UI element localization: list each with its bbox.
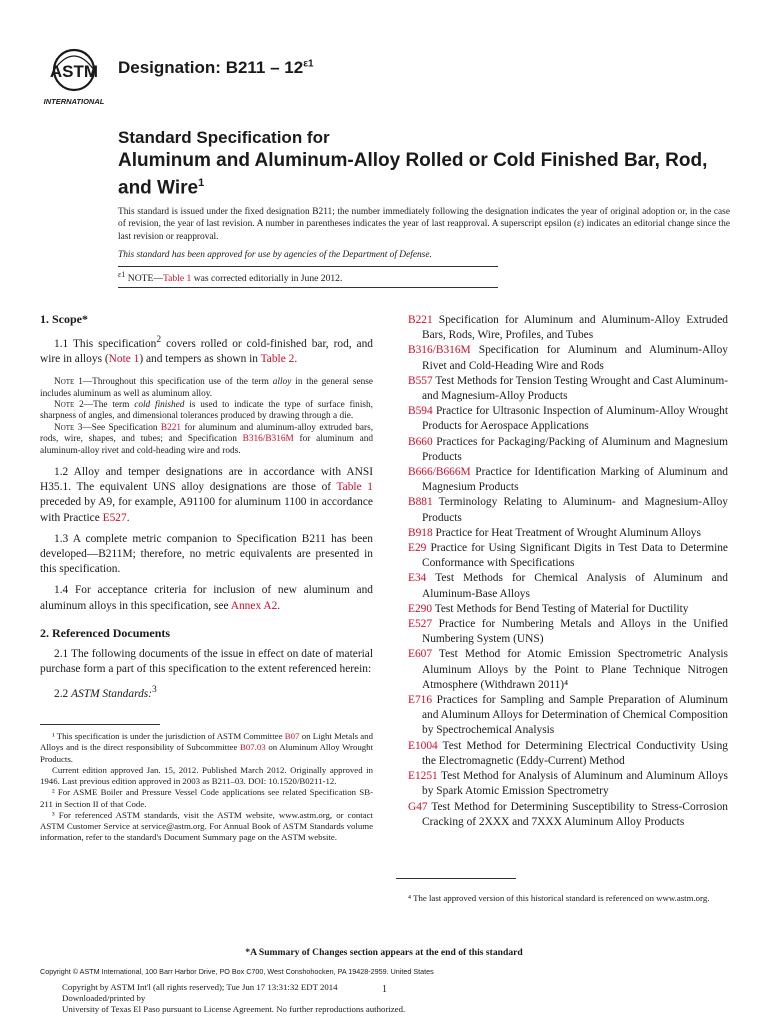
standard-code-link[interactable]: E290	[408, 602, 433, 615]
title-line1: Standard Specification for	[118, 128, 330, 147]
standard-code-link[interactable]: E607	[408, 648, 433, 661]
standard-code-link[interactable]: E1251	[408, 770, 438, 783]
note-2-text-b: is used to indicate the type of surface finish, sharpness of angles, and dimensional tolerances produced by drawing through a die.	[40, 400, 373, 422]
link-b221[interactable]: B221	[160, 422, 182, 433]
title-main-text: Aluminum and Aluminum-Alloy Rolled or Cold Finished Bar, Rod, and Wire	[118, 150, 708, 199]
right-column	[408, 313, 728, 830]
note-1-italic: alloy	[272, 377, 292, 388]
standard-title: Test Method for Analysis of Aluminum and Aluminum Alloys by Spark Atomic Emission Spectrometry	[422, 770, 728, 798]
footnote-4: ⁴ The last approved version of this historical standard is referenced on www.astm.org.	[408, 892, 710, 903]
standard-code-link[interactable]: B557	[408, 374, 433, 387]
page-number: 1	[382, 984, 387, 995]
standard-ref-item	[408, 465, 728, 495]
note-3-label: Note 3	[54, 422, 83, 433]
standard-title: Test Methods for Chemical Analysis of Aluminum and Aluminum-Base Alloys	[422, 572, 728, 600]
standard-ref-item	[408, 617, 728, 647]
scope-1-1-text-a: 1.1 This specification	[54, 337, 157, 350]
standard-title: Terminology Relating to Aluminum- and Magnesium-Alloy Products	[422, 496, 728, 524]
standard-ref-item	[408, 571, 728, 601]
note-2-text-a: —The term	[83, 400, 130, 411]
standard-ref-item	[408, 769, 728, 799]
standard-code-link[interactable]: B594	[408, 405, 433, 418]
note-2-italic: cold finished	[134, 400, 185, 411]
standard-title: Practice for Heat Treatment of Wrought Aluminum Alloys	[435, 526, 701, 539]
link-b07-03[interactable]: B07.03	[240, 742, 266, 753]
standard-code-link[interactable]: G47	[408, 800, 428, 813]
standard-code-link[interactable]: B221	[408, 314, 433, 326]
title-block	[118, 128, 738, 199]
referenced-2-2-title: ASTM Standards:	[71, 688, 153, 701]
copyright-line: Copyright © ASTM International, 100 Barr Harbor Drive, PO Box C700, West Conshohocken, PA 19428-2959. United States	[40, 967, 434, 976]
footnote-1-edition: Current edition approved Jan. 15, 2012. Published March 2012. Originally approved in 1946. Last previous edition approved in 2003 as B211–03. DOI: 10.1520/B0211-12.	[40, 764, 373, 787]
standard-ref-item	[408, 647, 728, 693]
scope-1-1-text-c: ) and tempers as shown in	[139, 353, 258, 365]
edit-note-sup: ε1	[118, 270, 126, 279]
standard-code-link[interactable]: E1004	[408, 739, 438, 752]
section-referenced-heading: 2. Referenced Documents	[40, 625, 171, 640]
referenced-2-2	[40, 683, 373, 702]
standard-title: Specification for Aluminum and Aluminum-Alloy Extruded Bars, Rods, Wire, Profiles, and Tubes	[422, 314, 728, 342]
note-3	[40, 423, 373, 457]
link-table-2[interactable]: Table 2	[260, 353, 295, 365]
summary-of-changes-note: *A Summary of Changes section appears at the end of this standard	[245, 947, 523, 958]
standard-code-link[interactable]: B316/B316M	[408, 344, 471, 357]
scope-1-4-text-a: 1.4 For acceptance criteria for inclusion of new aluminum and aluminum alloys in this specification, see	[40, 584, 373, 612]
edit-note-link-table1[interactable]: Table 1	[162, 273, 192, 285]
note-2	[40, 400, 373, 423]
scope-1-4	[40, 583, 373, 613]
referenced-2-1: 2.1 The following documents of the issue in effect on date of material purchase form a part of this specification to the extent referenced herein:	[40, 647, 373, 676]
standard-title: Test Method for Determining Susceptibility to Stress-Corrosion Cracking of 2XXX and 7XXX Aluminum Alloy Products	[422, 800, 728, 828]
standard-title: Test Methods for Bend Testing of Material for Ductility	[434, 602, 689, 615]
astm-logo-icon	[40, 46, 112, 108]
standard-title: Practice for Identification Marking of Aluminum and Magnesium Products	[422, 466, 728, 494]
standard-ref-item	[408, 313, 728, 343]
designation	[118, 58, 314, 78]
standard-ref-item	[408, 541, 728, 571]
standard-code-link[interactable]: E34	[408, 572, 427, 585]
standard-title: Practice for Ultrasonic Inspection of Aluminum-Alloy Wrought Products for Aerospace Applications	[422, 405, 728, 433]
standard-code-link[interactable]: B660	[408, 435, 433, 448]
standard-ref-item	[408, 435, 728, 465]
note-3-text-c: for aluminum and aluminum-alloy rivet and cold-heading wire and rods.	[40, 434, 373, 456]
edit-note-prefix: NOTE—	[127, 273, 163, 285]
fn1-text-c: on Aluminum Alloy Wrought Products.	[40, 742, 374, 764]
standard-ref-item	[408, 693, 728, 739]
scope-1-2-text-b: preceded by A9, for example, A91100 for aluminum 1100 in accordance with Practice	[40, 496, 373, 524]
note-2-label: Note 2	[54, 400, 84, 411]
scope-1-1-text-d: .	[294, 353, 298, 365]
standard-code-link[interactable]: E527	[408, 618, 433, 631]
note-1-label: Note 1	[54, 377, 83, 388]
fn1-text-b: on Light Metals and Alloys and is the direct responsibility of Subcommittee	[40, 731, 373, 753]
note-3-text-b: for aluminum and aluminum-alloy extruded bars, rods, wire, shapes, and tubes; and Specification	[40, 422, 374, 445]
section-scope-heading: 1. Scope*	[40, 312, 88, 326]
standard-code-link[interactable]: B881	[408, 496, 433, 509]
dod-approval: This standard has been approved for use by agencies of the Department of Defense.	[118, 250, 432, 260]
footnote-2: ² For ASME Boiler and Pressure Vessel Code applications see related Specification SB-211 in Section II of that Code.	[40, 787, 373, 809]
standard-ref-item	[408, 526, 728, 541]
fn1-text-a: ¹ This specification is under the jurisdiction of ASTM Committee	[52, 731, 283, 742]
title-footnote-mark: 1	[198, 177, 205, 189]
title-main	[118, 150, 738, 199]
download-line-3: University of Texas El Paso pursuant to License Agreement. No further reproductions authorized.	[62, 1004, 406, 1014]
scope-1-1	[40, 333, 373, 367]
astm-standards-list	[408, 313, 728, 830]
designation-code: B211 – 12	[225, 58, 304, 77]
link-note-1[interactable]: Note 1	[108, 353, 140, 365]
scope-1-2-text-a: 1.2 Alloy and temper designations are in accordance with ANSI H35.1. The equivalent UNS alloy designations are those of	[40, 466, 373, 494]
footnote-ref-2: 2	[156, 335, 162, 345]
designation-label: Designation:	[118, 58, 221, 77]
download-info	[62, 982, 405, 1015]
astm-logo	[40, 46, 112, 108]
standard-ref-item	[408, 800, 728, 830]
standard-code-link[interactable]: E716	[408, 694, 433, 707]
standard-ref-item	[408, 495, 728, 525]
standard-title: Practices for Sampling and Sample Preparation of Aluminum and Aluminum Alloys for Determination of Chemical Composition by Spectrochemical Analysis	[422, 694, 728, 737]
footnote-1	[40, 731, 373, 765]
edit-note-suffix: was corrected editorially in June 2012.	[193, 273, 343, 285]
scope-1-2	[40, 465, 373, 526]
intro-text: This standard is issued under the fixed designation B211; the number immediately following the designation indicates the year of original adoption or, in the case of revision, the year of last revision. A number in parentheses indicates the year of last reapproval. A superscript epsilon (ε) indicates an editorial change since the last revision or reapproval.	[118, 207, 730, 242]
note-1-text-b: in the general sense includes aluminum as well as aluminum alloy.	[40, 377, 373, 399]
footnote-divider	[40, 724, 160, 725]
left-column	[40, 312, 373, 843]
standard-title: Test Methods for Tension Testing Wrought and Cast Aluminum- and Magnesium-Alloy Products	[422, 374, 728, 403]
standard-ref-item	[408, 602, 728, 617]
standard-ref-item	[408, 374, 728, 404]
editorial-note	[118, 266, 498, 288]
standard-title: Practices for Packaging/Packing of Aluminum and Magnesium Products	[422, 435, 728, 463]
standard-ref-item	[408, 739, 728, 769]
note-1	[40, 377, 373, 400]
scope-1-4-text-b: .	[277, 599, 281, 612]
footnote-4-divider	[396, 878, 516, 879]
designation-sup: ε1	[303, 58, 314, 70]
standard-code-link[interactable]: B918	[408, 526, 433, 539]
footnote-3: ³ For referenced ASTM standards, visit the ASTM website, www.astm.org, or contact ASTM Customer Service at service@astm.org. For Annual Book of ASTM Standards volume information, refer to the standard's Document Summary page on the ASTM website.	[40, 809, 373, 843]
standard-title: Practice for Numbering Metals and Alloys in the Unified Numbering System (UNS)	[422, 618, 728, 646]
standard-ref-item	[408, 343, 728, 373]
standard-title: Test Method for Determining Electrical Conductivity Using the Electromagnetic (Eddy-Current) Method	[422, 739, 728, 767]
standard-title: Specification for Aluminum and Aluminum-Alloy Rivet and Cold-Heading Wire and Rods	[422, 344, 728, 372]
link-e527[interactable]: E527	[102, 511, 127, 524]
link-annex-a2[interactable]: Annex A2	[230, 599, 278, 612]
referenced-2-2-num: 2.2	[54, 688, 69, 701]
standard-code-link[interactable]: E29	[408, 542, 427, 555]
download-line-2: Downloaded/printed by	[62, 993, 146, 1003]
link-b07[interactable]: B07	[284, 731, 300, 742]
link-b316[interactable]: B316/B316M	[242, 434, 294, 445]
scope-1-3: 1.3 A complete metric companion to Specification B211 has been developed—B211M; therefore, no metric equivalents are presented in this specification.	[40, 532, 373, 576]
logo-subtext: INTERNATIONAL	[43, 97, 105, 106]
standard-title: Test Method for Atomic Emission Spectrometric Analysis Aluminum Alloys by the Point to Plane Technique Nitrogen Atmosphere (Withdrawn 2011)⁴	[422, 648, 728, 691]
link-table-1[interactable]: Table 1	[336, 481, 373, 494]
standard-title: Practice for Using Significant Digits in Test Data to Determine Conformance with Specifications	[422, 542, 728, 570]
logo-text: ASTM	[49, 62, 99, 81]
note-1-text-a: —Throughout this specification use of the term	[82, 377, 269, 388]
download-line-1: Copyright by ASTM Int'l (all rights reserved); Tue Jun 17 13:31:32 EDT 2014	[62, 982, 338, 992]
standard-code-link[interactable]: B666/B666M	[408, 466, 471, 479]
standard-ref-item	[408, 404, 728, 434]
note-3-text-a: —See Specification	[82, 422, 158, 433]
footnote-ref-3: 3	[152, 685, 157, 696]
scope-1-2-text-c: .	[126, 511, 130, 524]
scope-1-1-text-b: covers rolled or cold-finished bar, rod, and wire in alloys (	[40, 337, 374, 365]
